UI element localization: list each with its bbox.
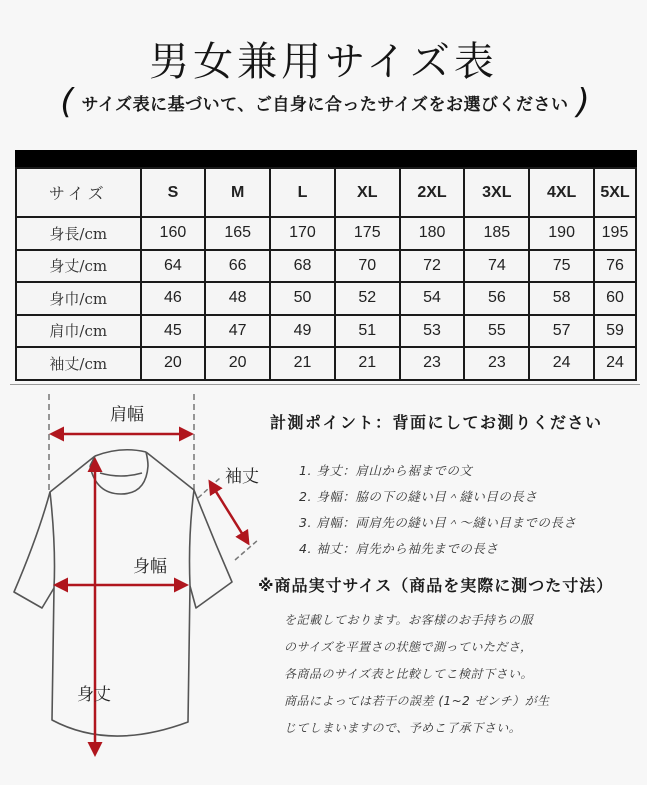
table-cell: 20 <box>141 347 206 380</box>
table-cell: 21 <box>270 347 335 380</box>
body-length-label: 身丈 <box>77 685 111 705</box>
table-cell: 175 <box>335 217 400 250</box>
table-cell: 59 <box>594 315 636 348</box>
row-label: 身長/cm <box>16 217 141 250</box>
tshirt-illustration <box>0 386 270 785</box>
body-width-label: 身幅 <box>133 557 167 577</box>
subtitle-text: サイズ表に基づいて、ご自身に合ったサイズをお選びください <box>81 94 569 115</box>
table-cell: 190 <box>529 217 594 250</box>
table-cell: 170 <box>270 217 335 250</box>
table-cell: 47 <box>205 315 270 348</box>
table-cell: 21 <box>335 347 400 380</box>
table-cell: 50 <box>270 282 335 315</box>
size-col-l: L <box>270 168 335 217</box>
note-line: じてしまいますので、予めこ了承下さい。 <box>284 721 522 735</box>
table-cell: 49 <box>270 315 335 348</box>
table-cell: 51 <box>335 315 400 348</box>
table-cell: 66 <box>205 250 270 283</box>
size-table-container <box>15 150 637 381</box>
table-cell: 46 <box>141 282 206 315</box>
row-label: 袖丈/cm <box>16 347 141 380</box>
note-title: ※商品実寸サイス（商品を実際に測つた寸法） <box>258 576 614 595</box>
table-cell: 58 <box>529 282 594 315</box>
measurement-instructions <box>270 410 647 556</box>
table-cell: 56 <box>464 282 529 315</box>
table-cell: 68 <box>270 250 335 283</box>
note-body <box>284 607 550 742</box>
table-cell: 55 <box>464 315 529 348</box>
row-label: 身巾/cm <box>16 282 141 315</box>
open-paren: ( <box>60 82 74 122</box>
close-paren: ) <box>576 82 590 122</box>
page-title: 男女兼用サイズ表 <box>149 39 498 85</box>
table-cell: 52 <box>335 282 400 315</box>
section-divider <box>10 384 640 385</box>
subtitle <box>30 84 620 120</box>
table-cell: 24 <box>594 347 636 380</box>
table-cell: 64 <box>141 250 206 283</box>
size-col-m: M <box>205 168 270 217</box>
table-row-shoulder-width <box>16 315 636 348</box>
table-cell: 76 <box>594 250 636 283</box>
table-cell: 20 <box>205 347 270 380</box>
table-cell: 72 <box>400 250 465 283</box>
table-header-bar <box>15 150 637 167</box>
size-table <box>15 167 637 381</box>
table-cell: 165 <box>205 217 270 250</box>
size-col-4xl: 4XL <box>529 168 594 217</box>
size-col-5xl: 5XL <box>594 168 636 217</box>
table-cell: 70 <box>335 250 400 283</box>
note-line: のサイズを平置さの状態で測っていたださ， <box>284 640 533 654</box>
table-cell: 160 <box>141 217 206 250</box>
table-cell: 45 <box>141 315 206 348</box>
note-line: 各商品のサイズ表と比較してこ検討下さい。 <box>284 667 534 681</box>
size-col-3xl: 3XL <box>464 168 529 217</box>
table-row-sleeve-length <box>16 347 636 380</box>
table-row-height <box>16 217 636 250</box>
table-cell: 185 <box>464 217 529 250</box>
table-cell: 180 <box>400 217 465 250</box>
list-item: 3. 肩幅：両肩先の縫い目＾～縫い目までの長さ <box>299 515 577 530</box>
measurement-points-list <box>299 458 576 562</box>
size-col-2xl: 2XL <box>400 168 465 217</box>
size-col-s: S <box>141 168 206 217</box>
list-item: 4. 袖丈：肩先から袖先までの長さ <box>299 541 499 556</box>
table-cell: 57 <box>529 315 594 348</box>
tshirt-measurement-diagram <box>0 386 270 785</box>
table-cell: 195 <box>594 217 636 250</box>
table-cell: 23 <box>464 347 529 380</box>
table-header-row <box>16 168 636 217</box>
table-cell: 60 <box>594 282 636 315</box>
table-cell: 74 <box>464 250 529 283</box>
shoulder-width-label: 肩幅 <box>110 405 144 425</box>
table-cell: 75 <box>529 250 594 283</box>
sleeve-length-label: 袖丈 <box>225 467 259 487</box>
list-item: 1. 身丈：肩山から裾までの文 <box>299 463 473 478</box>
instructions-title: 計測ポイント：背面にしてお測りください <box>270 413 603 432</box>
list-item: 2. 身幅：脇の下の縫い目＾縫い目の長さ <box>299 489 538 504</box>
actual-size-note <box>258 573 647 735</box>
note-line: 商品によっては若干の誤差 (1~2 ゼンチ）が生 <box>284 694 550 708</box>
table-row-body-width <box>16 282 636 315</box>
table-cell: 23 <box>400 347 465 380</box>
size-col-xl: XL <box>335 168 400 217</box>
table-row-body-length <box>16 250 636 283</box>
row-label: 身丈/cm <box>16 250 141 283</box>
table-cell: 48 <box>205 282 270 315</box>
table-cell: 54 <box>400 282 465 315</box>
table-cell: 24 <box>529 347 594 380</box>
size-header-label: サイズ <box>16 168 141 217</box>
row-label: 肩巾/cm <box>16 315 141 348</box>
note-line: を記載しております。お客様のお手持ちの服 <box>284 613 534 627</box>
table-cell: 53 <box>400 315 465 348</box>
